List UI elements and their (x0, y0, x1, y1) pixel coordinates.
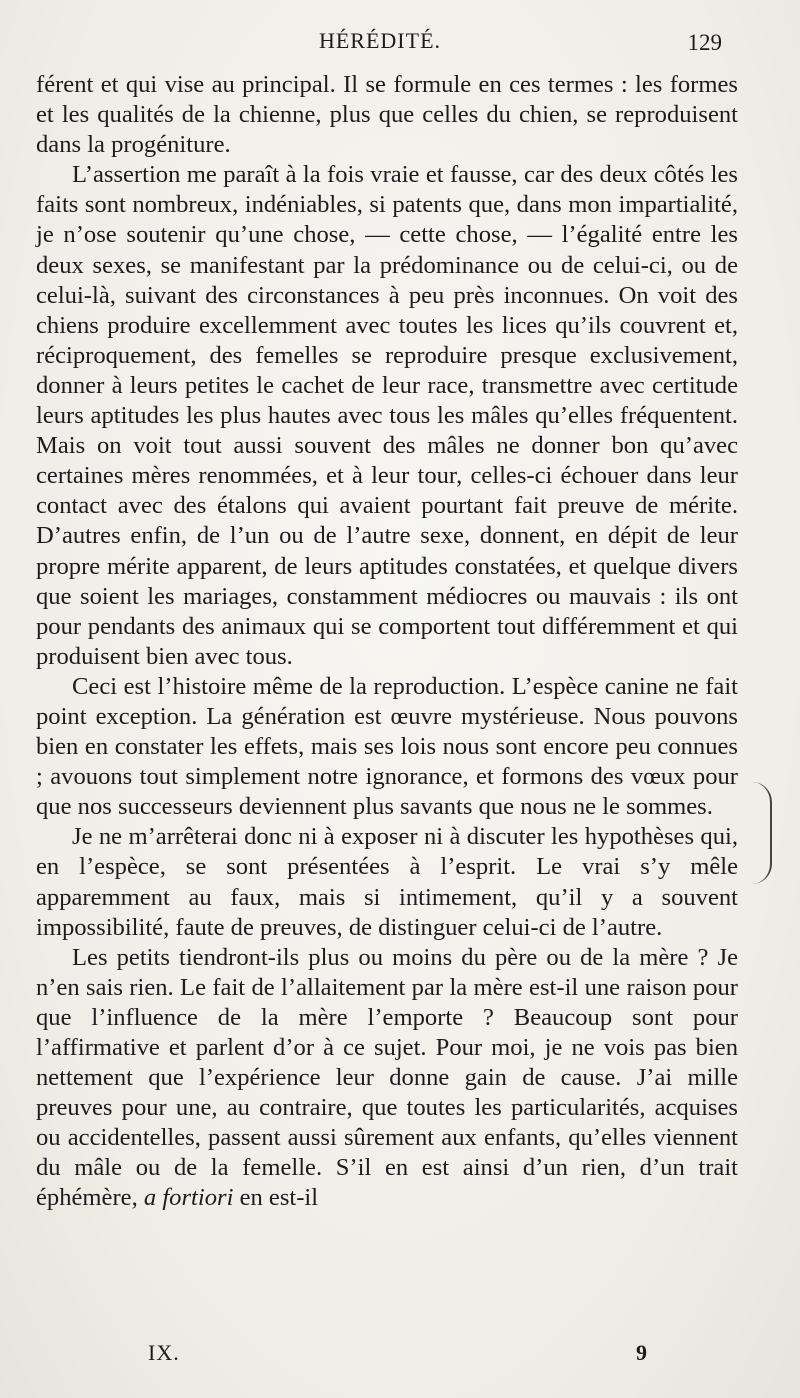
paragraph-text-end: en est-il (239, 1184, 319, 1212)
paragraph: Je ne m’arrêterai donc ni à exposer ni à discuter les hypothèses qui, en l’espèce, se sont présentées à l’esprit. Le vrai s’y mêle apparemment au faux, mais si intimement, qu’il y a souvent impossibilité, faute de preuves, de distinguer celui-ci de l’autre. (36, 823, 738, 941)
paragraph: L’assertion me paraît à la fois vraie et fausse, car des deux côtés les faits sont nombreux, indéniables, si patents que, dans mon impartialité, je n’ose soutenir qu’une chose, — cette chose, — l’égalité entre les deux sexes, se manifestant par la prédominance ou de celui-ci, ou de celui-là, suivant des circonstances à peu près inconnues. On voit des chiens produire excellemment avec toutes les lices qu’ils couvrent et, réciproquement, des femelles se reproduire presque exclusivement, donner à leurs petites le cachet de leur race, transmettre avec certitude leurs aptitudes les plus hautes avec tous les mâles qu’elles fréquentent. Mais on voit tout aussi souvent des mâles ne donner bon qu’avec certaines mères renommées, et à leur tour, celles-ci échouer dans leur contact avec des étalons qui avaient pourtant fait preuve de mérite. D’autres enfin, de l’un ou de l’autre sexe, donnent, en dépit de leur propre mérite apparent, de leurs aptitudes constatées, et quelque divers que soient les mariages, constamment médiocres ou mauvais : ils ont pour pendants des animaux qui se comportent tout différemment et qui produisent bien avec tous. (36, 161, 738, 670)
page-footer (0, 1340, 800, 1370)
italic-phrase: a fortiori (143, 1184, 234, 1212)
paragraph-text: Les petits tiendront-ils plus ou moins du père ou de la mère ? Je n’en sais rien. Le fait de l’allaitement par la mère est-il une raison pour que l’influence de la mère l’emporte ? Beaucoup sont pour l’affirmative et parlent d’or à ce sujet. Pour moi, je ne vois pas bien nettement que l’expérience leur donne gain de cause. J’ai mille preuves pour une, au contraire, que toutes les particularités, acquises ou accidentelles, passent aussi sûrement aux enfants, qu’elles viennent du mâle ou de la femelle. S’il en est ainsi d’un rien, d’un trait éphémère, (36, 943, 738, 1212)
paragraph: Ceci est l’histoire même de la reproduction. L’espèce canine ne fait point exception. La génération est œuvre mystérieuse. Nous pouvons bien en constater les effets, mais ses lois nous sont encore peu connues ; avouons tout simplement notre ignorance, et formons des vœux pour que nos successeurs deviennent plus savants que nous ne le sommes. (36, 672, 738, 821)
paragraph (36, 943, 738, 1214)
running-title: HÉRÉDITÉ. (318, 28, 442, 53)
body-text (36, 70, 738, 1214)
paragraph: férent et qui vise au principal. Il se formule en ces termes : les formes et les qualités de la chienne, plus que celles du chien, se reproduisent dans la progéniture. (36, 71, 738, 159)
margin-bracket-mark (752, 782, 772, 884)
signature-mark: IX. (148, 1340, 180, 1365)
page-number: 129 (687, 30, 722, 55)
sheet-number: 9 (636, 1340, 647, 1365)
running-head (0, 24, 800, 60)
